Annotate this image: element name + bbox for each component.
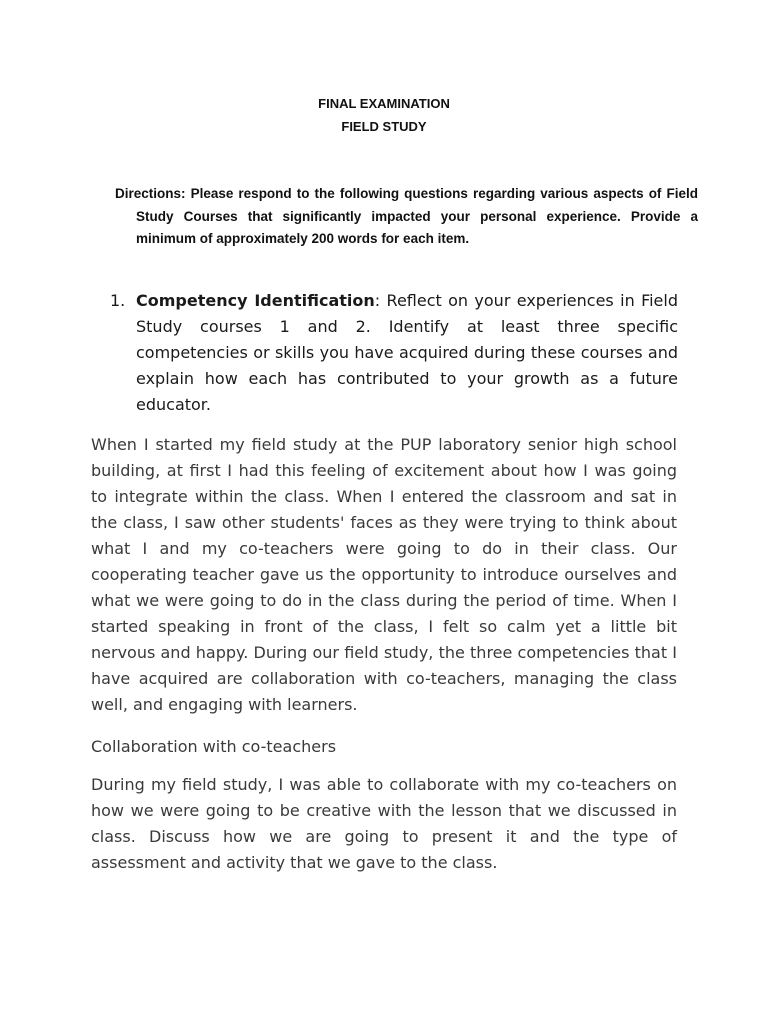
- question-body: [136, 288, 678, 418]
- question-text: : Reflect on your experiences in Field Study courses 1 and 2. Identify at least three specific competencies or skills you have acquired during these courses and explain how each has contributed to your growth as a future educator.: [136, 291, 678, 414]
- directions-text: Directions: Please respond to the following questions regarding various aspects of Field Study Courses that significantly impacted your personal experience. Provide a minimum of approximately 200 words for each item.: [115, 186, 698, 246]
- question-number: 1.: [110, 291, 126, 310]
- document-subtitle: FIELD STUDY: [341, 119, 427, 134]
- answer-subheading: Collaboration with co-teachers: [91, 737, 337, 756]
- answer-paragraph-2: During my field study, I was able to collaborate with my co-teachers on how we were going to be creative with the lesson that we discussed in class. Discuss how we are going to present it and the type of assessment and activity that we gave to the class.: [91, 775, 677, 872]
- document-title: FINAL EXAMINATION: [318, 96, 450, 111]
- question-item: [110, 288, 678, 418]
- answer-paragraph-1: When I started my field study at the PUP laboratory senior high school building, at first I had this feeling of excitement about how I was going to integrate within the class. When I entered the classroom and sat in the class, I saw other students' faces as they were trying to think about what I and my co-teachers were going to do in their class. Our cooperating teacher gave us the opportunity to introduce ourselves and what we were going to do in the class during the period of time. When I started speaking in front of the class, I felt so calm yet a little bit nervous and happy. During our field study, the three competencies that I have acquired are collaboration with co-teachers, managing the class well, and engaging with learners.: [91, 435, 677, 714]
- question-term: Competency Identification: [136, 291, 375, 310]
